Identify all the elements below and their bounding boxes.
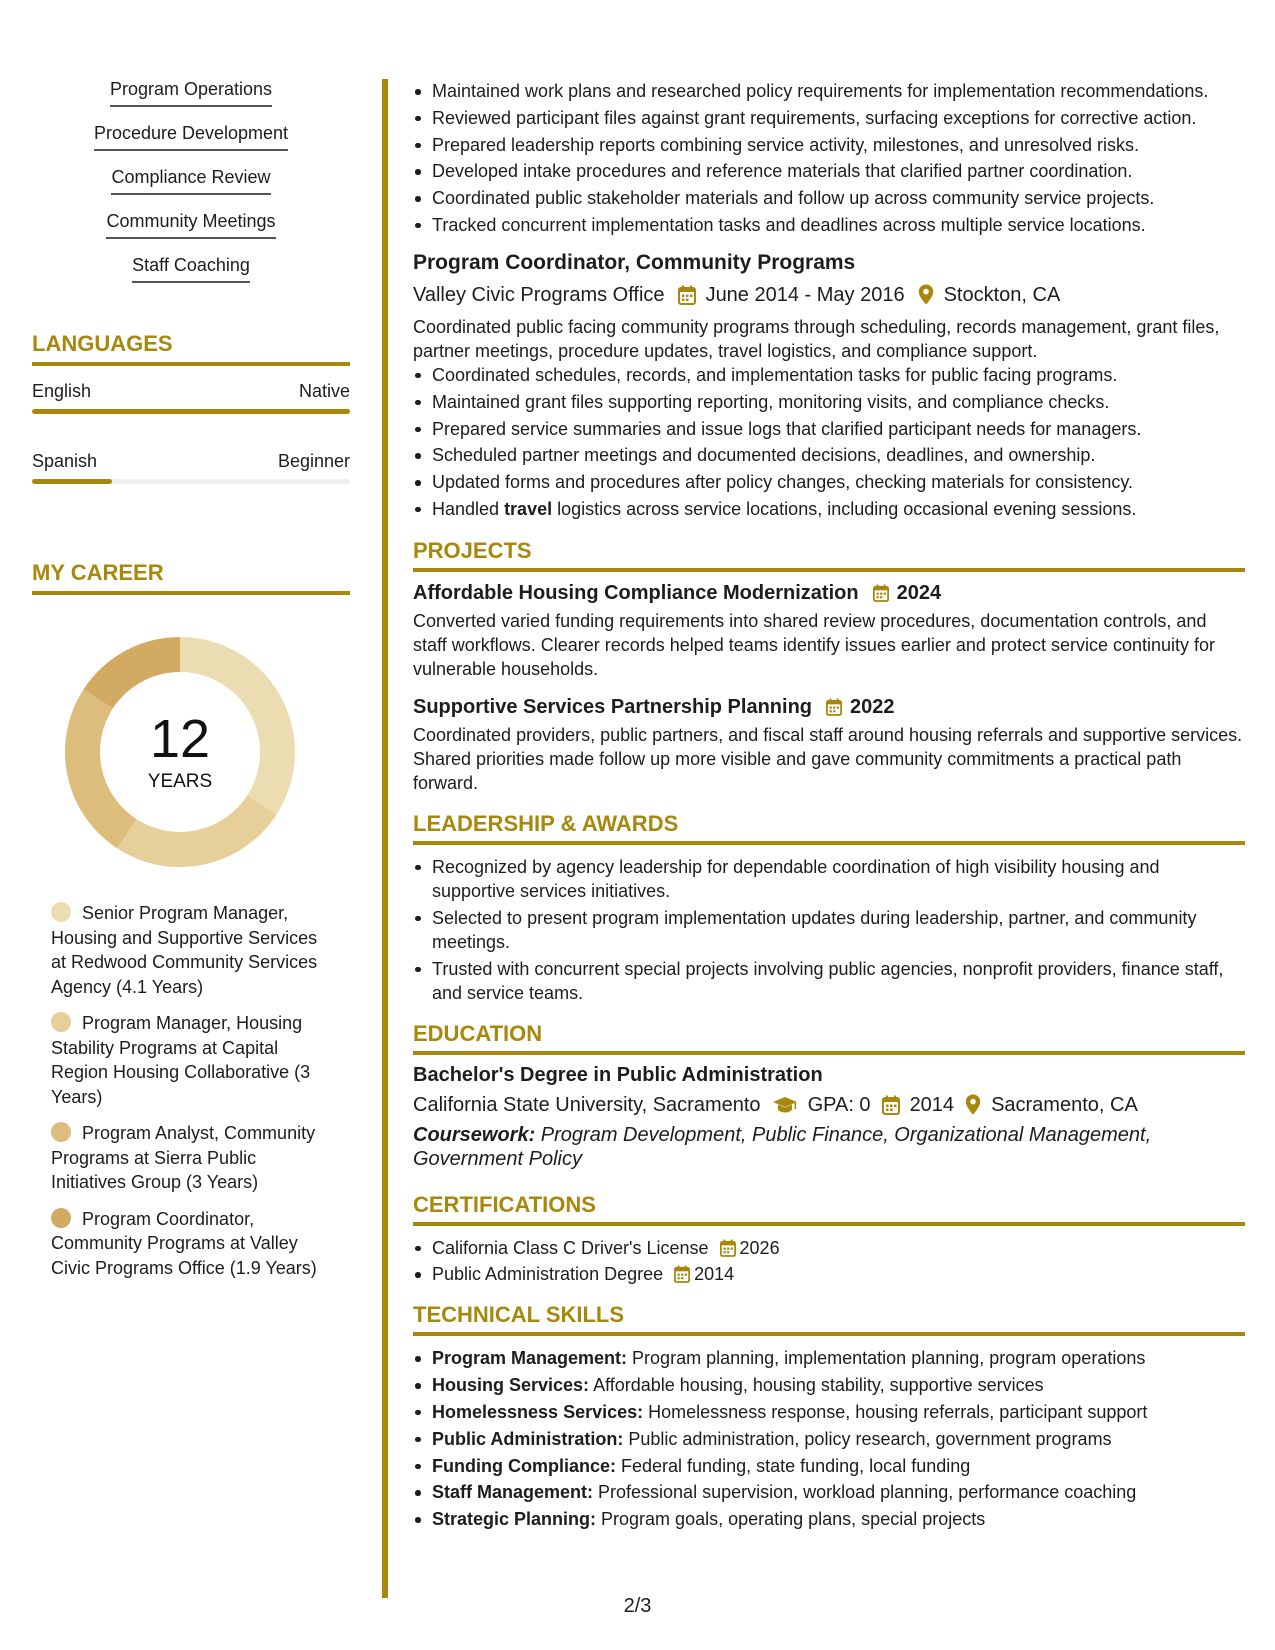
gpa: GPA: 0 [807,1093,871,1116]
coursework-label: Coursework: [413,1123,536,1146]
certification-year: 2014 [694,1264,735,1285]
career-total-unit: YEARS [147,771,213,792]
skill-values: Affordable housing, housing stability, supportive services [589,1375,1044,1396]
column-divider [382,79,388,1598]
skill-values: Professional supervision, workload planning, performance coaching [593,1482,1137,1503]
career-total-years: 12 [149,709,211,769]
bullet-text: logistics across service locations, including occasional evening sessions. [552,498,1137,519]
list-item: Coordinated public stakeholder materials and follow up across community service projects. [413,186,1245,210]
education-meta [413,1092,1245,1118]
skill-category: Program Management: [432,1348,628,1369]
calendar-icon [720,1239,736,1257]
list-item [413,497,1245,521]
list-item: Trusted with concurrent special projects involving public agencies, nonprofit providers, finance staff, and service teams. [413,957,1245,1005]
project-title: Affordable Housing Compliance Modernization [413,581,859,604]
role-location: Stockton, CA [943,283,1061,306]
list-item [413,1346,1245,1370]
sidebar [32,78,350,1292]
career-legend-item [51,1121,331,1195]
project-item [413,580,1245,681]
list-item [413,1400,1245,1424]
project-description: Converted varied funding requirements into shared review procedures, documentation controls, and staff workflows. Clearer records helped teams identify issues earlier and protect service continuity for vulnerable households. [413,610,1216,679]
list-item: Selected to present program implementation updates during leadership, partner, and community meetings. [413,906,1245,954]
role-summary: Coordinated public facing community programs through scheduling, records management, grant files, partner meetings, procedure updates, travel logistics, and compliance support. [413,316,1220,361]
skill-category: Funding Compliance: [432,1455,616,1476]
coursework-list: Program Development, Public Finance, Organizational Management, Government Policy [413,1123,1152,1171]
main-column [413,79,1245,1534]
career-legend-item [51,1207,331,1281]
certification-name: Public Administration Degree [432,1264,664,1285]
list-item: Tracked concurrent implementation tasks and deadlines across multiple service locations. [413,213,1245,237]
role-bullets [413,363,1245,521]
language-item [32,450,350,484]
map-pin-icon [965,1094,981,1115]
career-legend-label: Program Manager, Housing Stability Programs at Capital Region Housing Collaborative (3 Years) [51,1013,311,1107]
list-item: Scheduled partner meetings and documented decisions, deadlines, and ownership. [413,443,1245,467]
list-item [413,1427,1245,1451]
career-legend-label: Program Analyst, Community Programs at Sierra Public Initiatives Group (3 Years) [51,1123,316,1192]
school-name: California State University, Sacramento [413,1093,761,1116]
experience-bullets [413,79,1245,237]
skill-values: Federal funding, state funding, local funding [616,1455,971,1476]
list-item [413,1236,1245,1260]
language-proficiency-bar [32,409,350,414]
legend-dot-icon [51,1012,71,1032]
skill-pill: Community Meetings [106,210,275,239]
legend-dot-icon [51,1208,71,1228]
list-item [413,1454,1245,1478]
languages-heading: LANGUAGES [32,331,350,366]
list-item: Maintained work plans and researched policy requirements for implementation recommendations. [413,79,1245,103]
career-donut-chart [65,637,295,867]
project-year: 2024 [896,581,942,604]
language-level: Native [298,381,350,401]
degree-title: Bachelor's Degree in Public Administration [413,1063,823,1086]
school-location: Sacramento, CA [991,1093,1138,1116]
project-year: 2022 [850,695,895,718]
legend-dot-icon [51,902,71,922]
certifications-list [413,1236,1245,1287]
skill-values: Public administration, policy research, government programs [623,1428,1112,1449]
map-pin-icon [918,284,934,305]
graduation-cap-icon [772,1096,798,1114]
technical-skills-list [413,1346,1245,1531]
education-heading: EDUCATION [413,1021,1245,1055]
calendar-icon [873,584,889,602]
leadership-bullets [413,855,1245,1005]
page-number: 2/3 [623,1595,652,1617]
bullet-bold-text: travel [504,498,553,519]
role-dates: June 2014 - May 2016 [705,283,905,306]
language-level: Beginner [277,451,350,471]
skills-list [32,78,350,298]
list-item: Recognized by agency leadership for dependable coordination of high visibility housing and supportive services initiatives. [413,855,1245,903]
career-legend [51,901,331,1280]
bullet-text: Handled [432,498,505,519]
donut-center [65,637,295,867]
certification-year: 2026 [739,1237,780,1258]
language-proficiency-bar [32,479,350,484]
skill-category: Staff Management: [432,1482,594,1503]
role-meta [413,282,1245,308]
skill-values: Program goals, operating plans, special projects [596,1509,986,1530]
leadership-heading: LEADERSHIP & AWARDS [413,811,1245,845]
project-item [413,694,1245,795]
career-legend-item [51,1011,331,1109]
list-item: Coordinated schedules, records, and implementation tasks for public facing programs. [413,363,1245,387]
skill-pill: Compliance Review [111,166,270,195]
skill-category: Housing Services: [432,1375,590,1396]
career-legend-item [51,901,331,999]
career-heading: MY CAREER [32,560,350,595]
calendar-icon [674,1265,690,1283]
list-item [413,1480,1245,1504]
calendar-icon [678,285,696,305]
list-item: Developed intake procedures and reference materials that clarified partner coordination. [413,159,1245,183]
skill-category: Homelessness Services: [432,1401,644,1422]
language-name: Spanish [32,451,98,471]
skill-category: Strategic Planning: [432,1509,597,1530]
list-item: Updated forms and procedures after policy changes, checking materials for consistency. [413,470,1245,494]
company-name: Valley Civic Programs Office [413,283,665,306]
language-proficiency-fill [32,479,112,484]
list-item: Prepared leadership reports combining service activity, milestones, and unresolved risks. [413,133,1245,157]
calendar-icon [826,698,842,716]
certifications-heading: CERTIFICATIONS [413,1192,1245,1226]
list-item [413,1507,1245,1531]
language-proficiency-fill [32,409,350,414]
list-item: Reviewed participant files against grant requirements, surfacing exceptions for corrective action. [413,106,1245,130]
calendar-icon [882,1095,900,1115]
list-item: Maintained grant files supporting reporting, monitoring visits, and compliance checks. [413,390,1245,414]
skill-pill: Procedure Development [94,122,288,151]
career-legend-label: Program Coordinator, Community Programs at Valley Civic Programs Office (1.9 Years) [51,1208,317,1278]
language-name: English [32,381,92,401]
language-item [32,380,350,414]
skill-pill: Program Operations [110,78,272,107]
project-description: Coordinated providers, public partners, and fiscal staff around housing referrals and supportive services. Shared priorities made follow up more visible and gave community commitments a practical path forward. [413,724,1243,793]
skill-values: Homelessness response, housing referrals, participant support [643,1401,1148,1422]
career-legend-label: Senior Program Manager, Housing and Supportive Services at Redwood Community Services Agency (4.1 Years) [51,903,318,997]
skill-category: Public Administration: [432,1428,624,1449]
skill-values: Program planning, implementation planning, program operations [627,1348,1146,1369]
legend-dot-icon [51,1122,71,1142]
list-item: Prepared service summaries and issue logs that clarified participant needs for managers. [413,417,1245,441]
projects-heading: PROJECTS [413,538,1245,572]
project-title: Supportive Services Partnership Planning [413,695,813,718]
role-title: Program Coordinator, Community Programs [413,250,856,274]
list-item [413,1373,1245,1397]
certification-name: California Class C Driver's License [432,1237,709,1258]
coursework [413,1123,1245,1172]
list-item [413,1262,1245,1286]
skill-pill: Staff Coaching [132,254,250,283]
technical-skills-heading: TECHNICAL SKILLS [413,1302,1245,1336]
graduation-year: 2014 [909,1093,955,1116]
